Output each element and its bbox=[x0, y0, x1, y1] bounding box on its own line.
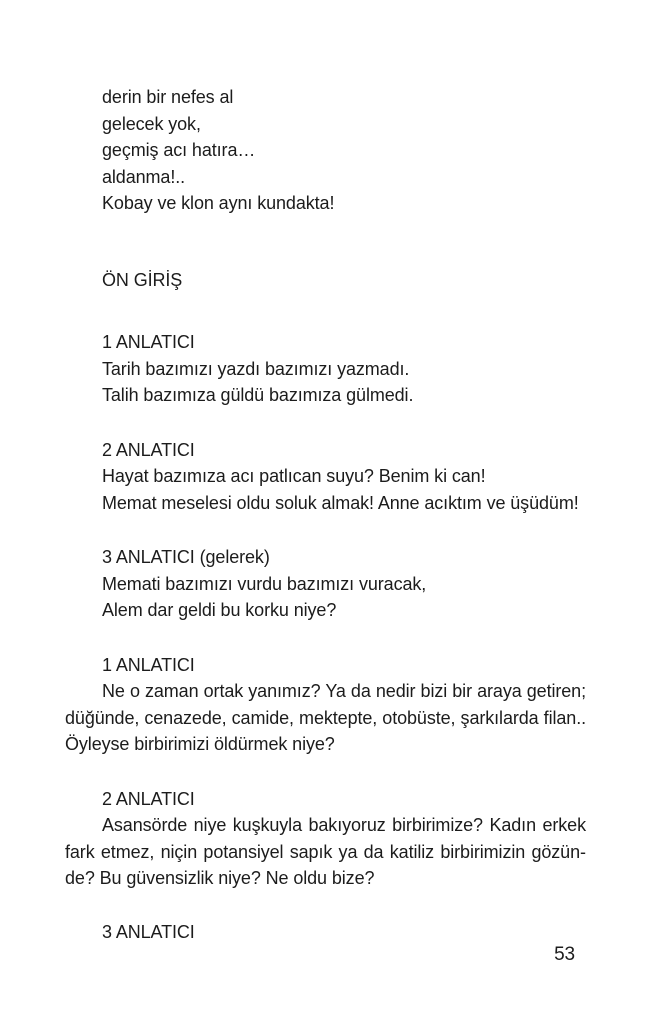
page-number: 53 bbox=[554, 944, 575, 965]
dialogue-block bbox=[65, 652, 586, 758]
dialogue-line: Hayat bazımıza acı patlıcan suyu? Benim ki can! bbox=[102, 466, 486, 486]
dialogue-paragraph: Asansörde niye kuşkuyla bakıyoruz birbirimize? Kadın erkek fark etmez, niçin potansiyel sapık ya da katiliz birbirimizin gözünde? Bu güvensizlik niye? Ne oldu bize? bbox=[65, 815, 586, 888]
dialogue-line: Alem dar geldi bu korku niye? bbox=[102, 600, 337, 620]
dialogue-line: Tarih bazımızı yazdı bazımızı yazmadı. bbox=[102, 358, 410, 379]
speaker-label: 1 ANLATICI bbox=[102, 654, 195, 675]
dialogue-block bbox=[65, 329, 586, 409]
dialogue-line: Memat meselesi oldu soluk almak! Anne acıktım ve üşüdüm! bbox=[102, 492, 579, 513]
speaker-label: 3 ANLATICI (gelerek) bbox=[102, 547, 270, 567]
speaker-label: 3 ANLATICI bbox=[102, 921, 195, 942]
verse-line: geçmiş acı hatıra… bbox=[102, 140, 256, 160]
dialogue-block bbox=[65, 544, 586, 624]
verse-line: Kobay ve klon aynı kundakta! bbox=[102, 193, 335, 213]
speaker-label: 1 ANLATICI bbox=[102, 332, 195, 352]
dialogue-block bbox=[65, 786, 586, 892]
dialogue-line: Memati bazımızı vurdu bazımızı vuracak, bbox=[102, 573, 427, 594]
verse-line: aldanma!.. bbox=[102, 166, 186, 187]
verse-line: derin bir nefes al bbox=[102, 87, 234, 107]
verse-block bbox=[65, 84, 586, 217]
speaker-label: 2 ANLATICI bbox=[102, 439, 195, 460]
dialogue-block bbox=[65, 437, 586, 517]
dialogue-block bbox=[65, 919, 586, 946]
speaker-label: 2 ANLATICI bbox=[102, 788, 195, 809]
verse-line: gelecek yok, bbox=[102, 113, 201, 134]
dialogue-line: Talih bazımıza güldü bazımıza gülmedi. bbox=[102, 385, 414, 405]
page-content bbox=[65, 84, 586, 945]
dialogue-paragraph: Ne o zaman ortak yanımız? Ya da nedir bizi bir araya getiren; düğünde, cenazede, camide, mektepte, otobüste, şarkılarda filan.. Öyleyse birbirimizi öldürmek niye? bbox=[65, 681, 586, 754]
section-heading: ÖN GİRİŞ bbox=[102, 269, 183, 290]
